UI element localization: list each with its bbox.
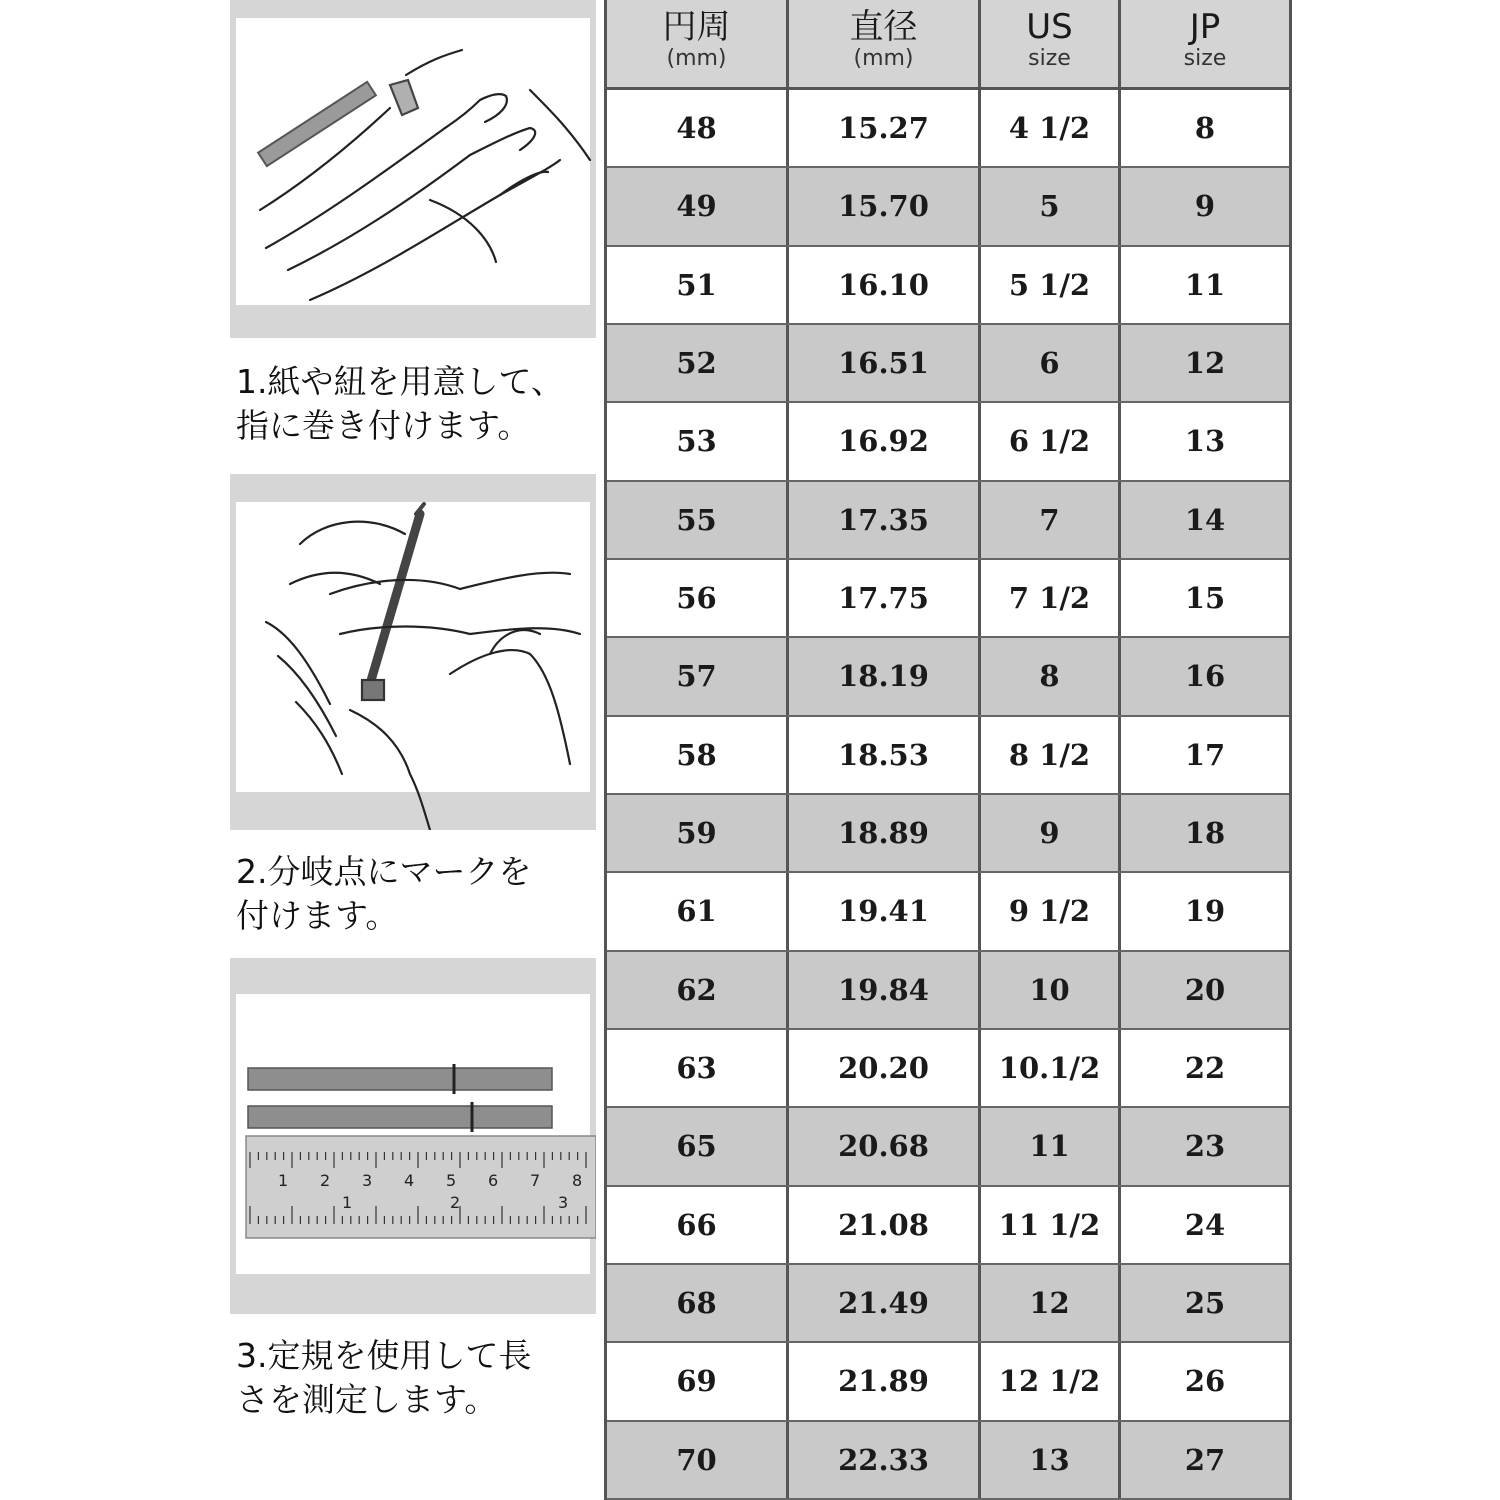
header-us-size: US size [981,0,1121,87]
us-size-cell: 5 [981,168,1121,244]
diameter-cell: 17.75 [789,560,981,636]
diameter-cell: 21.08 [789,1187,981,1263]
table-row [607,325,1289,403]
diameter-cell: 19.84 [789,952,981,1028]
us-size-cell: 7 [981,482,1121,558]
jp-size-cell: 15 [1184,581,1226,616]
us-size-cell: 10 [981,952,1121,1028]
diameter-cell: 18.53 [789,717,981,793]
table-header [607,0,1289,90]
paper-strip-2 [248,1106,552,1128]
circumference-cell: 52 [607,325,789,401]
ruler-bottom-label: 1 [342,1193,353,1212]
step1-illustration [230,0,596,338]
circumference-cell: 63 [607,1030,789,1106]
circumference-cell: 51 [607,247,789,323]
us-size-cell: 7 1/2 [981,560,1121,636]
table-row [607,168,1289,246]
table-row [607,560,1289,638]
us-size-cell: 11 1/2 [981,1187,1121,1263]
header-jp-size: JP size [1183,7,1227,71]
circumference-cell: 61 [607,873,789,949]
hand-mark-icon [230,474,596,830]
table-row [607,1343,1289,1421]
us-size-cell: 11 [981,1108,1121,1184]
jp-size-cell: 16 [1184,659,1226,694]
circumference-cell: 56 [607,560,789,636]
ruler-top-label: 7 [530,1171,541,1190]
diameter-cell: 16.51 [789,325,981,401]
us-size-cell: 10.1/2 [981,1030,1121,1106]
circumference-cell: 58 [607,717,789,793]
ruler-icon [230,958,596,1314]
diameter-cell: 21.49 [789,1265,981,1341]
step3-text: 3.定規を使用して長 さを測定します。 [236,1336,532,1419]
circumference-cell: 69 [607,1343,789,1419]
jp-size-cell: 23 [1184,1129,1226,1164]
table-row [607,638,1289,716]
circumference-cell: 59 [607,795,789,871]
hand-wrap-icon [230,0,596,338]
diameter-cell: 15.27 [789,90,981,166]
table-row [607,1108,1289,1186]
jp-size-cell: 19 [1184,894,1226,929]
circumference-cell: 66 [607,1187,789,1263]
header-diameter: 直径 (mm) [789,0,981,87]
us-size-cell: 6 [981,325,1121,401]
step3-illustration [230,958,596,1314]
ruler-top-label: 2 [320,1171,331,1190]
table-row [607,247,1289,325]
diameter-cell: 22.33 [789,1422,981,1498]
ruler-top-label: 8 [572,1171,583,1190]
ruler-top-label: 4 [404,1171,415,1190]
circumference-cell: 65 [607,1108,789,1184]
table-row [607,482,1289,560]
circumference-cell: 53 [607,403,789,479]
jp-size-cell: 14 [1184,502,1226,537]
diameter-cell: 21.89 [789,1343,981,1419]
diameter-cell: 20.68 [789,1108,981,1184]
ruler-top-label: 3 [362,1171,373,1190]
ruler-top-label: 5 [446,1171,457,1190]
jp-size-cell: 27 [1184,1442,1226,1477]
us-size-cell: 9 1/2 [981,873,1121,949]
table-row [607,90,1289,168]
diameter-cell: 18.19 [789,638,981,714]
ruler-bottom-label: 3 [558,1193,569,1212]
us-size-cell: 9 [981,795,1121,871]
jp-size-cell: 8 [1194,111,1216,146]
circumference-cell: 49 [607,168,789,244]
circumference-cell: 48 [607,90,789,166]
jp-size-cell: 12 [1184,346,1226,381]
us-size-cell: 5 1/2 [981,247,1121,323]
jp-size-cell: 20 [1184,972,1226,1007]
us-size-cell: 8 1/2 [981,717,1121,793]
table-row [607,1187,1289,1265]
diameter-cell: 17.35 [789,482,981,558]
table-row [607,717,1289,795]
jp-size-cell: 11 [1184,267,1226,302]
jp-size-cell: 13 [1184,424,1226,459]
table-row [607,952,1289,1030]
table-row [607,873,1289,951]
jp-size-cell: 22 [1184,1051,1226,1086]
table-row [607,795,1289,873]
us-size-cell: 12 1/2 [981,1343,1121,1419]
step2-illustration [230,474,596,830]
table-row [607,1265,1289,1343]
us-size-cell: 6 1/2 [981,403,1121,479]
jp-size-cell: 17 [1184,737,1226,772]
circumference-cell: 62 [607,952,789,1028]
table-row [607,1030,1289,1108]
circumference-cell: 70 [607,1422,789,1498]
ruler-top-label: 1 [278,1171,289,1190]
diameter-cell: 16.92 [789,403,981,479]
header-circumference: 円周 (mm) [607,0,789,87]
us-size-cell: 12 [981,1265,1121,1341]
jp-size-cell: 9 [1194,189,1216,224]
diameter-cell: 18.89 [789,795,981,871]
ring-size-table [604,0,1292,1500]
circumference-cell: 57 [607,638,789,714]
circumference-cell: 68 [607,1265,789,1341]
jp-size-cell: 25 [1184,1286,1226,1321]
table-row [607,1422,1289,1500]
us-size-cell: 13 [981,1422,1121,1498]
jp-size-cell: 24 [1184,1207,1226,1242]
diameter-cell: 20.20 [789,1030,981,1106]
ruler-bottom-label: 2 [450,1193,461,1212]
jp-size-cell: 18 [1184,816,1226,851]
ruler-top-label: 6 [488,1171,499,1190]
jp-size-cell: 26 [1184,1364,1226,1399]
us-size-cell: 4 1/2 [981,90,1121,166]
step1-text: 1.紙や紐を用意して、 指に巻き付けます。 [236,362,564,445]
paper-strip-1 [248,1068,552,1090]
circumference-cell: 55 [607,482,789,558]
us-size-cell: 8 [981,638,1121,714]
table-row [607,403,1289,481]
step2-text: 2.分岐点にマークを 付けます。 [236,852,532,935]
diameter-cell: 15.70 [789,168,981,244]
diameter-cell: 16.10 [789,247,981,323]
diameter-cell: 19.41 [789,873,981,949]
